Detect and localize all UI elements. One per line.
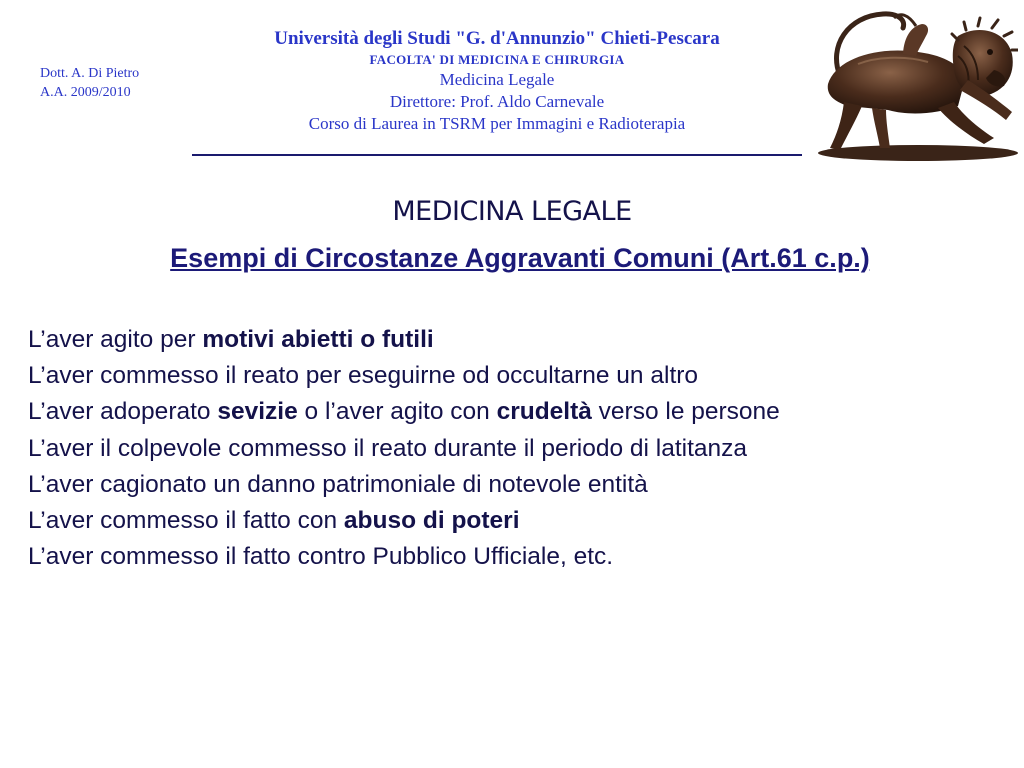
- item-text: L’aver commesso il reato per eseguirne od occultarne un altro: [28, 362, 699, 390]
- header-divider: [192, 154, 802, 156]
- item-text: L’aver il colpevole commesso il reato durante il periodo di latitanza: [28, 434, 748, 462]
- item-text: L’aver adoperato: [28, 398, 218, 426]
- list-item: [28, 467, 1018, 503]
- item-text: L’aver commesso il fatto con: [28, 507, 344, 535]
- university-header: [192, 27, 802, 135]
- faculty-name: FACOLTA' DI MEDICINA E CHIRURGIA: [369, 52, 625, 67]
- director-name: Direttore: Prof. Aldo Carnevale: [389, 92, 605, 111]
- item-text: verso le persone: [591, 398, 780, 426]
- department-name: Medicina Legale: [439, 70, 555, 89]
- list-item: [28, 358, 1018, 394]
- author-info: [40, 64, 139, 102]
- item-text: L’aver cagionato un danno patrimoniale di notevole entità: [28, 470, 648, 498]
- chimera-of-arezzo-statue-icon: [808, 6, 1018, 166]
- list-item: [28, 503, 1018, 539]
- item-text: o l’aver agito con: [297, 398, 497, 426]
- list-item: [28, 431, 1018, 467]
- item-bold-text: crudeltà: [496, 398, 592, 426]
- slide-subtitle: Esempi di Circostanze Aggravanti Comuni (Art.61 c.p.): [170, 243, 870, 273]
- list-item: [28, 539, 1018, 575]
- item-bold-text: motivi abietti o futili: [202, 326, 434, 353]
- circumstances-list: [28, 322, 1018, 575]
- course-name: Corso di Laurea in TSRM per Immagini e Radioterapia: [308, 114, 686, 133]
- item-text: L’aver commesso il fatto contro Pubblico Ufficiale, etc.: [28, 543, 614, 571]
- slide-title: MEDICINA LEGALE: [392, 196, 632, 227]
- academic-year: A.A. 2009/2010: [40, 85, 131, 100]
- list-item: [28, 394, 1018, 430]
- item-text: L’aver agito per: [28, 326, 203, 353]
- item-bold-text: sevizie: [217, 398, 298, 426]
- list-item: [28, 322, 1018, 358]
- university-name: Università degli Studi "G. d'Annunzio" Chieti-Pescara: [274, 28, 720, 49]
- author-name: Dott. A. Di Pietro: [40, 66, 140, 81]
- item-bold-text: abuso di poteri: [343, 507, 520, 535]
